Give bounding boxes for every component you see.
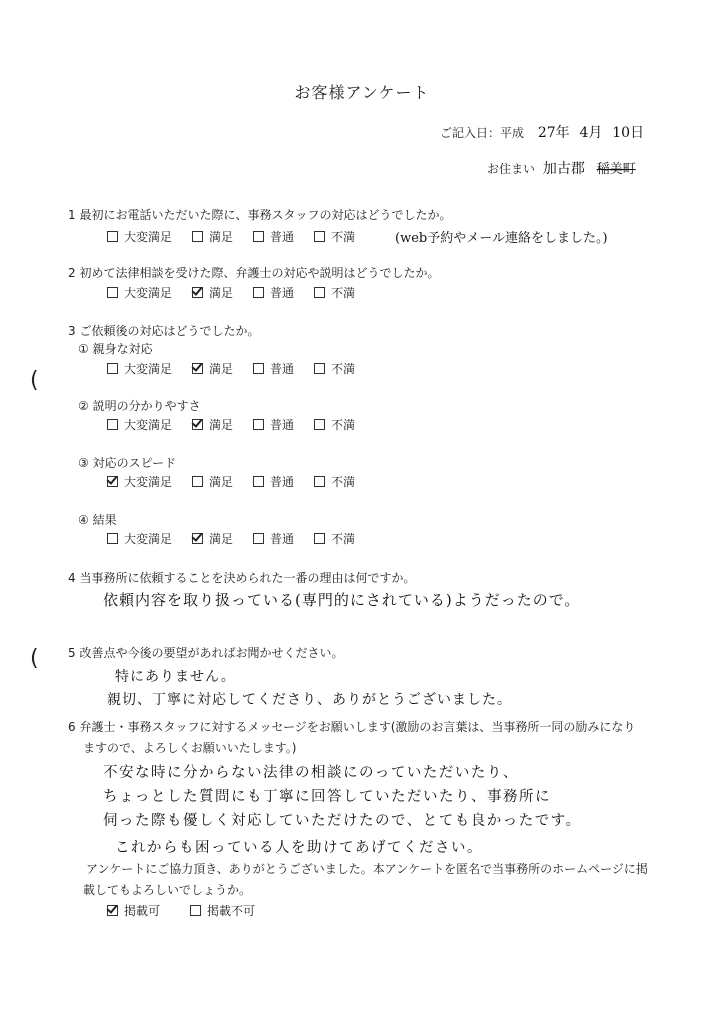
q3-2-checkbox-2[interactable] xyxy=(253,419,264,430)
q3-2-option[interactable]: 大変満足 xyxy=(107,416,172,433)
publish-checkbox-1[interactable] xyxy=(190,905,201,916)
date-label: ご記入日：平成 xyxy=(440,126,525,140)
q3-sub-4-options xyxy=(107,530,375,547)
q3-4-checkbox-3[interactable] xyxy=(314,533,325,544)
q1-checkbox-2[interactable] xyxy=(253,231,264,242)
q2-option[interactable]: 満足 xyxy=(192,284,233,301)
question-1: 1 最初にお電話いただいた際に、事務スタッフの対応はどうでしたか。 xyxy=(68,208,452,222)
margin-mark-2: ( xyxy=(30,646,39,671)
address-label: お住まい xyxy=(487,162,536,176)
q4-answer: 依頼内容を取り扱っている(専門的にされている)ようだったので。 xyxy=(103,591,581,609)
q3-4-option[interactable]: 大変満足 xyxy=(107,530,172,547)
q1-option[interactable]: 大変満足 xyxy=(107,228,172,245)
q3-sub-1-label: ① 親身な対応 xyxy=(78,342,153,356)
q3-2-checkbox-1[interactable] xyxy=(192,419,203,430)
q3-4-checkbox-0[interactable] xyxy=(107,533,118,544)
margin-mark-1: ( xyxy=(30,368,39,393)
q1-option[interactable]: 普通 xyxy=(253,228,294,245)
q1-checkbox-1[interactable] xyxy=(192,231,203,242)
q1-option[interactable]: 満足 xyxy=(192,228,233,245)
q3-sub-2-label: ② 説明の分かりやすさ xyxy=(78,399,201,413)
q3-1-option[interactable]: 不満 xyxy=(314,360,355,377)
q3-4-checkbox-2[interactable] xyxy=(253,533,264,544)
q3-2-checkbox-3[interactable] xyxy=(314,419,325,430)
q3-sub-3-options xyxy=(107,473,375,490)
q3-sub-1-options xyxy=(107,360,375,377)
q3-3-checkbox-0[interactable] xyxy=(107,476,118,487)
address-struck: 稲美町 xyxy=(596,162,636,177)
q3-2-option[interactable]: 不満 xyxy=(314,416,355,433)
q3-1-option[interactable]: 普通 xyxy=(253,360,294,377)
q2-option[interactable]: 大変満足 xyxy=(107,284,172,301)
q1-checkbox-0[interactable] xyxy=(107,231,118,242)
q3-1-checkbox-2[interactable] xyxy=(253,363,264,374)
q1-option[interactable]: 不満 xyxy=(314,228,355,245)
q3-3-checkbox-2[interactable] xyxy=(253,476,264,487)
q2-option[interactable]: 普通 xyxy=(253,284,294,301)
q3-2-option[interactable]: 満足 xyxy=(192,416,233,433)
publish-options xyxy=(107,902,275,919)
q3-3-option[interactable]: 満足 xyxy=(192,473,233,490)
q3-3-option[interactable]: 不満 xyxy=(314,473,355,490)
publish-checkbox-0[interactable] xyxy=(107,905,118,916)
q3-3-option[interactable]: 大変満足 xyxy=(107,473,172,490)
q3-4-checkbox-1[interactable] xyxy=(192,533,203,544)
question-6-line-1: 6 弁護士・事務スタッフに対するメッセージをお願いします(激励のお言葉は、当事務所一同の励みになり xyxy=(68,720,636,734)
question-3: 3 ご依頼後の対応はどうでしたか。 xyxy=(68,324,260,338)
q3-sub-2-options xyxy=(107,416,375,433)
q5-answer-line-1: 特にありません。 xyxy=(115,669,236,685)
q1-checkbox-3[interactable] xyxy=(314,231,325,242)
publish-option[interactable]: 掲載不可 xyxy=(190,902,255,919)
q3-1-option[interactable]: 満足 xyxy=(192,360,233,377)
date-day: 10日 xyxy=(612,125,645,141)
date-line xyxy=(440,122,644,142)
q3-3-checkbox-3[interactable] xyxy=(314,476,325,487)
q3-1-checkbox-3[interactable] xyxy=(314,363,325,374)
q3-4-option[interactable]: 満足 xyxy=(192,530,233,547)
q6-answer-line-3: 伺った際も優しく対応していただけたので、とても良かったです。 xyxy=(103,813,582,829)
q2-option[interactable]: 不満 xyxy=(314,284,355,301)
q3-sub-4-label: ④ 結果 xyxy=(78,513,117,527)
q3-1-checkbox-0[interactable] xyxy=(107,363,118,374)
question-2: 2 初めて法律相談を受けた際、弁護士の対応や説明はどうでしたか。 xyxy=(68,266,440,280)
q3-4-option[interactable]: 普通 xyxy=(253,530,294,547)
q2-checkbox-3[interactable] xyxy=(314,287,325,298)
q2-checkbox-2[interactable] xyxy=(253,287,264,298)
address-line xyxy=(487,158,636,178)
q2-options xyxy=(107,284,375,301)
q3-4-option[interactable]: 不満 xyxy=(314,530,355,547)
publish-option[interactable]: 掲載可 xyxy=(107,902,160,919)
q3-2-option[interactable]: 普通 xyxy=(253,416,294,433)
q5-answer-line-2: 親切、丁寧に対応してくださり、ありがとうございました。 xyxy=(107,692,512,708)
q2-checkbox-1[interactable] xyxy=(192,287,203,298)
q6-answer-line-1: 不安な時に分からない法律の相談にのっていただいたり、 xyxy=(103,765,519,781)
question-6-line-2: ますので、よろしくお願いいたします。) xyxy=(83,741,297,755)
address-value: 加古郡 xyxy=(542,161,585,177)
date-month: 4月 xyxy=(579,125,603,141)
q3-2-checkbox-0[interactable] xyxy=(107,419,118,430)
q6-answer-line-2: ちょっとした質問にも丁寧に回答していただいたり、事務所に xyxy=(103,789,551,805)
closing-line-2: 載してもよろしいでしょうか。 xyxy=(83,883,252,897)
closing-line-1: アンケートにご協力頂き、ありがとうございました。本アンケートを匿名で当事務所のホームページに掲 xyxy=(86,862,648,876)
date-year: 27年 xyxy=(537,125,570,141)
question-5: 5 改善点や今後の要望があればお聞かせください。 xyxy=(68,646,344,660)
q3-3-checkbox-1[interactable] xyxy=(192,476,203,487)
q3-3-option[interactable]: 普通 xyxy=(253,473,294,490)
q2-checkbox-0[interactable] xyxy=(107,287,118,298)
q3-sub-3-label: ③ 対応のスピード xyxy=(78,456,177,470)
question-4: 4 当事務所に依頼することを決められた一番の理由は何ですか。 xyxy=(68,571,416,585)
q1-options xyxy=(107,228,375,245)
q3-1-checkbox-1[interactable] xyxy=(192,363,203,374)
q3-1-option[interactable]: 大変満足 xyxy=(107,360,172,377)
q1-note: (web予約やメール連絡をしました。) xyxy=(395,231,608,246)
q6-answer-line-4: これからも困っている人を助けてあげてください。 xyxy=(115,840,483,856)
page-title: お客様アンケート xyxy=(294,83,430,102)
